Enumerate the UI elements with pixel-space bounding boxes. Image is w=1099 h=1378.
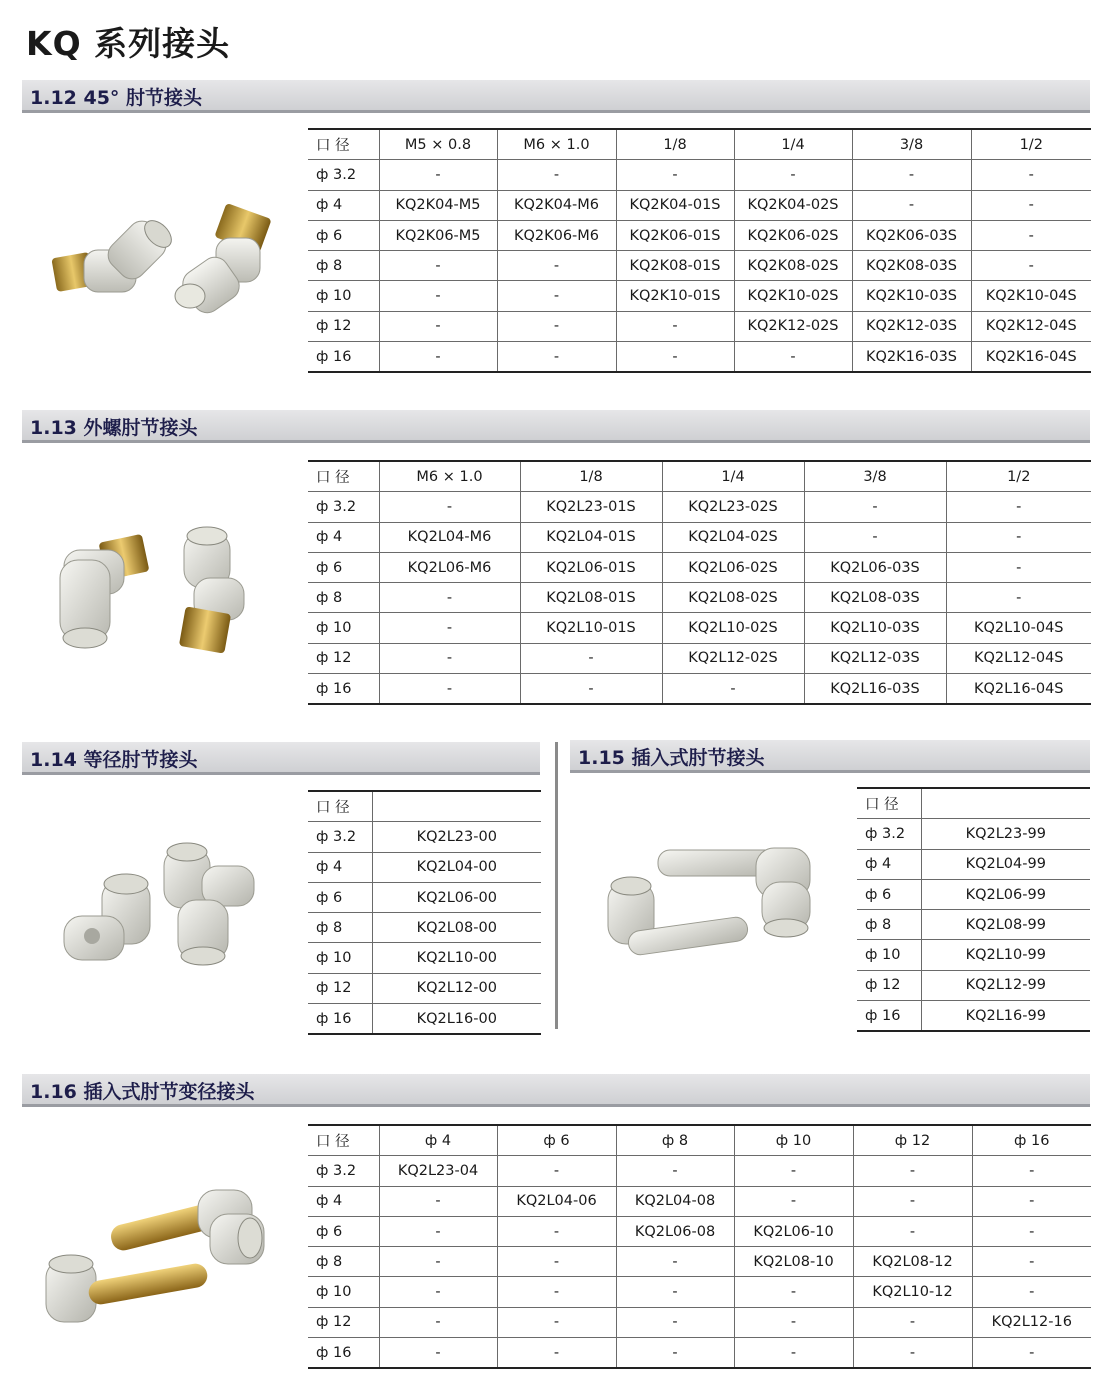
part-number-cell: - bbox=[616, 342, 734, 373]
part-number-cell: KQ2L12-04S bbox=[946, 643, 1091, 673]
bore-size-cell: ф 16 bbox=[308, 342, 379, 373]
part-number-cell: - bbox=[616, 160, 734, 190]
part-number-cell: KQ2L12-99 bbox=[921, 970, 1090, 1000]
part-number-cell: - bbox=[734, 1186, 853, 1216]
part-number-cell: KQ2L10-99 bbox=[921, 940, 1090, 970]
part-number-cell: - bbox=[971, 190, 1091, 220]
section-band-1-16 bbox=[22, 1074, 1090, 1107]
part-number-cell: KQ2L06-10 bbox=[734, 1216, 853, 1246]
bore-size-cell: ф 4 bbox=[308, 1186, 379, 1216]
table-row bbox=[308, 1277, 1091, 1307]
table-1-14 bbox=[308, 790, 541, 1035]
bore-size-cell: ф 3.2 bbox=[308, 1156, 379, 1186]
table-row bbox=[308, 852, 541, 882]
part-number-cell: - bbox=[853, 1156, 972, 1186]
male-elbow-image bbox=[44, 520, 274, 660]
table-row bbox=[308, 913, 541, 943]
part-number-cell: KQ2L12-00 bbox=[372, 973, 541, 1003]
bore-size-cell: ф 4 bbox=[857, 849, 921, 879]
table-header-cell: 3/8 bbox=[852, 129, 971, 160]
part-number-cell: KQ2L16-99 bbox=[921, 1001, 1090, 1032]
part-number-cell: - bbox=[616, 1338, 734, 1369]
bore-size-cell: ф 8 bbox=[308, 913, 372, 943]
bore-size-cell: ф 12 bbox=[308, 973, 372, 1003]
part-number-cell: KQ2L06-M6 bbox=[379, 552, 520, 582]
table-header-cell: M5 × 0.8 bbox=[379, 129, 497, 160]
table-header-cell: ф 16 bbox=[972, 1125, 1091, 1156]
table-row bbox=[308, 251, 1091, 281]
part-number-cell: KQ2K16-03S bbox=[852, 342, 971, 373]
part-number-cell: - bbox=[616, 311, 734, 341]
part-number-cell: - bbox=[734, 1156, 853, 1186]
table-row bbox=[308, 1156, 1091, 1186]
part-number-cell: - bbox=[497, 1277, 616, 1307]
bore-size-cell: ф 6 bbox=[308, 220, 379, 250]
part-number-cell: KQ2L10-02S bbox=[662, 613, 804, 643]
table-row bbox=[308, 522, 1091, 552]
part-number-cell: KQ2L23-99 bbox=[921, 819, 1090, 849]
part-number-cell: KQ2L04-01S bbox=[520, 522, 662, 552]
equal-elbow-image bbox=[52, 840, 272, 1000]
part-number-cell: KQ2L08-01S bbox=[520, 583, 662, 613]
part-number-cell: - bbox=[852, 160, 971, 190]
table-header-cell: 3/8 bbox=[804, 461, 946, 492]
table-header-row bbox=[308, 461, 1091, 492]
table-header-cell: M6 × 1.0 bbox=[497, 129, 616, 160]
part-number-cell: KQ2L08-99 bbox=[921, 910, 1090, 940]
table-row bbox=[308, 160, 1091, 190]
bore-size-cell: ф 12 bbox=[308, 643, 379, 673]
part-number-cell: KQ2K08-01S bbox=[616, 251, 734, 281]
part-number-cell: - bbox=[497, 1338, 616, 1369]
section-band-1-13 bbox=[22, 410, 1090, 443]
table-header-cell: M6 × 1.0 bbox=[379, 461, 520, 492]
table-header-cell: 1/2 bbox=[946, 461, 1091, 492]
part-number-cell: - bbox=[853, 1216, 972, 1246]
table-header-cell: 口 径 bbox=[308, 791, 372, 822]
part-number-cell: KQ2L23-01S bbox=[520, 492, 662, 522]
part-number-cell: - bbox=[734, 1277, 853, 1307]
table-1-12 bbox=[308, 128, 1091, 373]
section-band-1-12 bbox=[22, 80, 1090, 113]
table-row bbox=[857, 819, 1090, 849]
part-number-cell: - bbox=[972, 1338, 1091, 1369]
part-number-cell: - bbox=[972, 1156, 1091, 1186]
part-number-cell: KQ2L08-12 bbox=[853, 1247, 972, 1277]
section-heading-1-13: 1.13 外螺肘节接头 bbox=[30, 417, 198, 439]
bore-size-cell: ф 16 bbox=[308, 1004, 372, 1035]
part-number-cell: KQ2K08-03S bbox=[852, 251, 971, 281]
part-number-cell: KQ2K10-02S bbox=[734, 281, 852, 311]
bore-size-cell: ф 6 bbox=[857, 879, 921, 909]
bore-size-cell: ф 6 bbox=[308, 882, 372, 912]
table-header-cell bbox=[372, 791, 541, 822]
bore-size-cell: ф 16 bbox=[308, 674, 379, 705]
part-number-cell: - bbox=[804, 492, 946, 522]
bore-size-cell: ф 16 bbox=[857, 1001, 921, 1032]
part-number-cell: - bbox=[972, 1216, 1091, 1246]
part-number-cell: - bbox=[379, 1247, 497, 1277]
table-header-row bbox=[308, 1125, 1091, 1156]
table-row bbox=[308, 492, 1091, 522]
table-header-cell: 1/4 bbox=[734, 129, 852, 160]
part-number-cell: KQ2L04-99 bbox=[921, 849, 1090, 879]
part-number-cell: KQ2L08-00 bbox=[372, 913, 541, 943]
part-number-cell: - bbox=[616, 1247, 734, 1277]
part-number-cell: KQ2L23-04 bbox=[379, 1156, 497, 1186]
table-header-row bbox=[308, 791, 541, 822]
part-number-cell: - bbox=[853, 1307, 972, 1337]
part-number-cell: - bbox=[616, 1307, 734, 1337]
bore-size-cell: ф 12 bbox=[308, 311, 379, 341]
table-header-cell: ф 6 bbox=[497, 1125, 616, 1156]
table-row bbox=[308, 1247, 1091, 1277]
table-row bbox=[308, 1216, 1091, 1246]
part-number-cell: KQ2K06-01S bbox=[616, 220, 734, 250]
part-number-cell: - bbox=[379, 1277, 497, 1307]
bore-size-cell: ф 10 bbox=[308, 613, 379, 643]
part-number-cell: - bbox=[379, 342, 497, 373]
table-row bbox=[308, 613, 1091, 643]
part-number-cell: - bbox=[379, 492, 520, 522]
table-header-cell: 口 径 bbox=[308, 1125, 379, 1156]
bore-size-cell: ф 3.2 bbox=[308, 822, 372, 852]
part-number-cell: KQ2K04-M5 bbox=[379, 190, 497, 220]
part-number-cell: KQ2L10-12 bbox=[853, 1277, 972, 1307]
table-row bbox=[308, 1004, 541, 1035]
bore-size-cell: ф 10 bbox=[308, 943, 372, 973]
table-header-cell bbox=[921, 788, 1090, 819]
part-number-cell: KQ2K16-04S bbox=[971, 342, 1091, 373]
part-number-cell: - bbox=[946, 552, 1091, 582]
bore-size-cell: ф 16 bbox=[308, 1338, 379, 1369]
table-row bbox=[857, 940, 1090, 970]
part-number-cell: KQ2L04-00 bbox=[372, 852, 541, 882]
part-number-cell: - bbox=[616, 1277, 734, 1307]
part-number-cell: - bbox=[379, 160, 497, 190]
part-number-cell: - bbox=[520, 674, 662, 705]
part-number-cell: KQ2L04-M6 bbox=[379, 522, 520, 552]
bore-size-cell: ф 8 bbox=[308, 583, 379, 613]
column-divider bbox=[555, 742, 558, 1029]
section-heading-1-15: 1.15 插入式肘节接头 bbox=[578, 747, 765, 769]
plug-in-reducing-elbow-image bbox=[38, 1180, 278, 1330]
table-header-row bbox=[308, 129, 1091, 160]
bore-size-cell: ф 12 bbox=[857, 970, 921, 1000]
part-number-cell: - bbox=[379, 613, 520, 643]
bore-size-cell: ф 12 bbox=[308, 1307, 379, 1337]
part-number-cell: - bbox=[972, 1247, 1091, 1277]
part-number-cell: - bbox=[946, 583, 1091, 613]
part-number-cell: - bbox=[497, 251, 616, 281]
table-header-cell: 1/8 bbox=[520, 461, 662, 492]
part-number-cell: - bbox=[497, 1216, 616, 1246]
part-number-cell: - bbox=[497, 1247, 616, 1277]
table-row bbox=[308, 882, 541, 912]
part-number-cell: - bbox=[497, 1307, 616, 1337]
table-header-cell: 口 径 bbox=[857, 788, 921, 819]
part-number-cell: KQ2K06-M5 bbox=[379, 220, 497, 250]
table-row bbox=[308, 311, 1091, 341]
section-band-1-15 bbox=[570, 740, 1090, 773]
part-number-cell: - bbox=[497, 311, 616, 341]
part-number-cell: - bbox=[734, 160, 852, 190]
table-header-cell: ф 12 bbox=[853, 1125, 972, 1156]
part-number-cell: KQ2L10-00 bbox=[372, 943, 541, 973]
part-number-cell: - bbox=[734, 1307, 853, 1337]
part-number-cell: KQ2L06-00 bbox=[372, 882, 541, 912]
bore-size-cell: ф 10 bbox=[308, 281, 379, 311]
section-heading-1-14: 1.14 等径肘节接头 bbox=[30, 749, 198, 771]
bore-size-cell: ф 10 bbox=[857, 940, 921, 970]
fitting-45-elbow-image bbox=[44, 200, 284, 330]
table-row bbox=[857, 849, 1090, 879]
part-number-cell: - bbox=[379, 674, 520, 705]
part-number-cell: - bbox=[853, 1186, 972, 1216]
part-number-cell: - bbox=[946, 522, 1091, 552]
bore-size-cell: ф 4 bbox=[308, 522, 379, 552]
table-row bbox=[308, 583, 1091, 613]
part-number-cell: - bbox=[946, 492, 1091, 522]
table-row bbox=[857, 910, 1090, 940]
bore-size-cell: ф 8 bbox=[857, 910, 921, 940]
table-row bbox=[857, 879, 1090, 909]
part-number-cell: KQ2L08-02S bbox=[662, 583, 804, 613]
part-number-cell: KQ2L06-08 bbox=[616, 1216, 734, 1246]
part-number-cell: - bbox=[379, 643, 520, 673]
bore-size-cell: ф 6 bbox=[308, 1216, 379, 1246]
part-number-cell: KQ2L16-04S bbox=[946, 674, 1091, 705]
table-row bbox=[308, 552, 1091, 582]
part-number-cell: KQ2K04-01S bbox=[616, 190, 734, 220]
bore-size-cell: ф 10 bbox=[308, 1277, 379, 1307]
part-number-cell: KQ2L10-04S bbox=[946, 613, 1091, 643]
table-row bbox=[308, 643, 1091, 673]
part-number-cell: KQ2L08-10 bbox=[734, 1247, 853, 1277]
table-row bbox=[308, 943, 541, 973]
part-number-cell: KQ2L12-02S bbox=[662, 643, 804, 673]
part-number-cell: - bbox=[497, 1156, 616, 1186]
part-number-cell: - bbox=[853, 1338, 972, 1369]
table-row bbox=[308, 674, 1091, 705]
bore-size-cell: ф 4 bbox=[308, 190, 379, 220]
part-number-cell: - bbox=[616, 1156, 734, 1186]
part-number-cell: - bbox=[497, 281, 616, 311]
part-number-cell: - bbox=[734, 1338, 853, 1369]
bore-size-cell: ф 8 bbox=[308, 251, 379, 281]
bore-size-cell: ф 3.2 bbox=[857, 819, 921, 849]
part-number-cell: KQ2K04-02S bbox=[734, 190, 852, 220]
part-number-cell: - bbox=[379, 1307, 497, 1337]
part-number-cell: KQ2L12-16 bbox=[972, 1307, 1091, 1337]
part-number-cell: KQ2L06-99 bbox=[921, 879, 1090, 909]
bore-size-cell: ф 3.2 bbox=[308, 492, 379, 522]
part-number-cell: - bbox=[379, 281, 497, 311]
table-row bbox=[308, 1338, 1091, 1369]
table-header-cell: ф 4 bbox=[379, 1125, 497, 1156]
table-row bbox=[857, 1001, 1090, 1032]
part-number-cell: - bbox=[972, 1277, 1091, 1307]
part-number-cell: KQ2L06-02S bbox=[662, 552, 804, 582]
page-title: KQ 系列接头 bbox=[26, 24, 231, 63]
part-number-cell: - bbox=[852, 190, 971, 220]
part-number-cell: KQ2L12-03S bbox=[804, 643, 946, 673]
plug-in-elbow-image bbox=[598, 842, 828, 972]
part-number-cell: KQ2L04-06 bbox=[497, 1186, 616, 1216]
part-number-cell: KQ2K06-03S bbox=[852, 220, 971, 250]
table-header-cell: 1/4 bbox=[662, 461, 804, 492]
part-number-cell: KQ2L04-08 bbox=[616, 1186, 734, 1216]
table-row bbox=[857, 970, 1090, 1000]
part-number-cell: - bbox=[379, 1216, 497, 1246]
part-number-cell: - bbox=[379, 1338, 497, 1369]
table-row bbox=[308, 1186, 1091, 1216]
table-header-cell: 1/2 bbox=[971, 129, 1091, 160]
part-number-cell: - bbox=[971, 160, 1091, 190]
part-number-cell: KQ2K06-02S bbox=[734, 220, 852, 250]
table-row bbox=[308, 342, 1091, 373]
part-number-cell: - bbox=[497, 160, 616, 190]
table-row bbox=[308, 190, 1091, 220]
section-heading-1-12: 1.12 45° 肘节接头 bbox=[30, 87, 203, 109]
part-number-cell: KQ2K12-02S bbox=[734, 311, 852, 341]
bore-size-cell: ф 3.2 bbox=[308, 160, 379, 190]
part-number-cell: KQ2L16-00 bbox=[372, 1004, 541, 1035]
part-number-cell: KQ2K08-02S bbox=[734, 251, 852, 281]
table-1-13 bbox=[308, 460, 1091, 705]
part-number-cell: - bbox=[379, 583, 520, 613]
table-header-cell: 口 径 bbox=[308, 461, 379, 492]
part-number-cell: KQ2L10-01S bbox=[520, 613, 662, 643]
section-band-1-14 bbox=[22, 742, 540, 775]
part-number-cell: - bbox=[379, 251, 497, 281]
bore-size-cell: ф 4 bbox=[308, 852, 372, 882]
section-heading-1-16: 1.16 插入式肘节变径接头 bbox=[30, 1081, 255, 1103]
part-number-cell: KQ2K10-04S bbox=[971, 281, 1091, 311]
part-number-cell: - bbox=[497, 342, 616, 373]
table-1-15 bbox=[857, 787, 1090, 1032]
part-number-cell: - bbox=[520, 643, 662, 673]
part-number-cell: KQ2K04-M6 bbox=[497, 190, 616, 220]
table-row bbox=[308, 1307, 1091, 1337]
part-number-cell: - bbox=[734, 342, 852, 373]
part-number-cell: KQ2L06-03S bbox=[804, 552, 946, 582]
part-number-cell: - bbox=[972, 1186, 1091, 1216]
table-header-cell: 口 径 bbox=[308, 129, 379, 160]
bore-size-cell: ф 6 bbox=[308, 552, 379, 582]
part-number-cell: - bbox=[379, 1186, 497, 1216]
part-number-cell: KQ2K06-M6 bbox=[497, 220, 616, 250]
table-header-row bbox=[857, 788, 1090, 819]
part-number-cell: KQ2L06-01S bbox=[520, 552, 662, 582]
table-row bbox=[308, 220, 1091, 250]
table-header-cell: 1/8 bbox=[616, 129, 734, 160]
part-number-cell: - bbox=[662, 674, 804, 705]
table-header-cell: ф 10 bbox=[734, 1125, 853, 1156]
part-number-cell: - bbox=[971, 220, 1091, 250]
part-number-cell: KQ2K10-03S bbox=[852, 281, 971, 311]
part-number-cell: KQ2K10-01S bbox=[616, 281, 734, 311]
part-number-cell: KQ2L04-02S bbox=[662, 522, 804, 552]
part-number-cell: KQ2K12-04S bbox=[971, 311, 1091, 341]
part-number-cell: - bbox=[379, 311, 497, 341]
part-number-cell: KQ2L16-03S bbox=[804, 674, 946, 705]
part-number-cell: KQ2L23-02S bbox=[662, 492, 804, 522]
part-number-cell: KQ2L08-03S bbox=[804, 583, 946, 613]
part-number-cell: - bbox=[971, 251, 1091, 281]
part-number-cell: KQ2L23-00 bbox=[372, 822, 541, 852]
table-row bbox=[308, 281, 1091, 311]
part-number-cell: KQ2K12-03S bbox=[852, 311, 971, 341]
table-1-16 bbox=[308, 1124, 1091, 1369]
part-number-cell: KQ2L10-03S bbox=[804, 613, 946, 643]
table-header-cell: ф 8 bbox=[616, 1125, 734, 1156]
table-row bbox=[308, 822, 541, 852]
bore-size-cell: ф 8 bbox=[308, 1247, 379, 1277]
part-number-cell: - bbox=[804, 522, 946, 552]
table-row bbox=[308, 973, 541, 1003]
